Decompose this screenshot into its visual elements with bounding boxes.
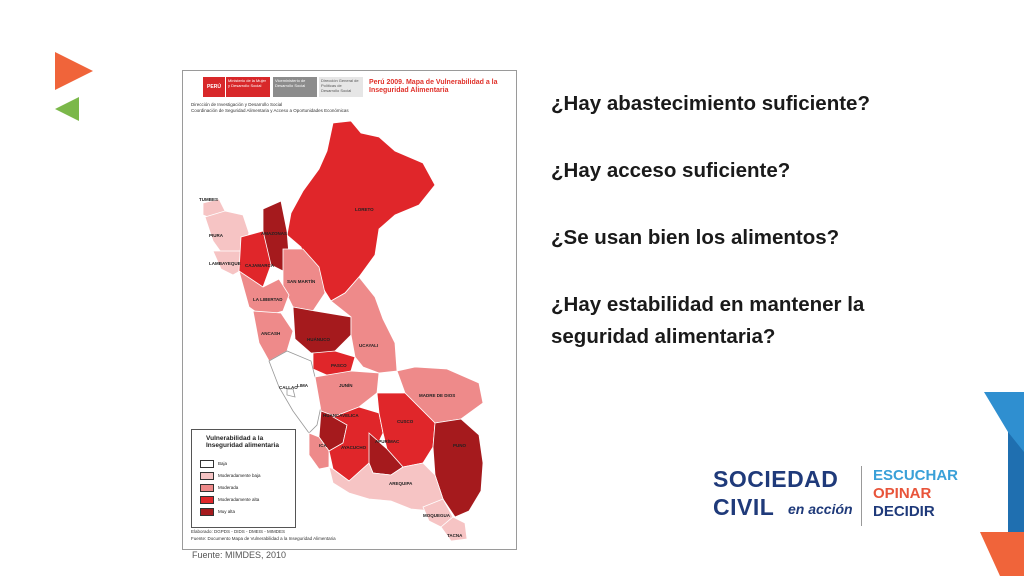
- legend-label: Moderadamente alta: [218, 497, 260, 502]
- blue-chevron-decoration-icon: [984, 392, 1024, 532]
- region-label-tumbes: TUMBES: [199, 197, 218, 202]
- source-caption: Fuente: MIMDES, 2010: [192, 550, 287, 560]
- map-source-line: Fuente: Documento Mapa de Vulnerabilidad a la Inseguridad Alimentaria: [191, 536, 336, 541]
- map-legend: [191, 429, 296, 528]
- vice-ministry-logo: Viceministerio de Desarrollo Social: [273, 77, 317, 97]
- orange-corner-decoration-icon: [980, 532, 1024, 576]
- legend-title: Vulnerabilidad a la Inseguridad alimentaria: [206, 435, 279, 449]
- region-label-ica: ICA: [319, 443, 327, 448]
- region-huanuco: [293, 307, 351, 353]
- map-subheader-line-2: Coordinación de Seguridad Alimentaria y Acceso a Oportunidades Económicas: [191, 107, 349, 113]
- legend-label: Baja: [218, 461, 228, 466]
- ministry-logo: Ministerio de la Mujer y Desarrollo Social: [226, 77, 270, 97]
- region-label-huancavelica: HUANCAVELICA: [323, 413, 359, 418]
- region-label-moquegua: MOQUEGUA: [423, 513, 450, 518]
- brand-civil: CIVIL: [713, 494, 775, 520]
- brand-sociedad: SOCIEDAD: [713, 466, 839, 492]
- directorate-logo: Dirección General de Políticas de Desarrollo Social: [319, 77, 363, 97]
- region-label-ayacucho: AYACUCHO: [341, 445, 367, 450]
- region-label-apurimac: APURÍMAC: [375, 439, 400, 444]
- legend-label: Moderada: [218, 485, 239, 490]
- region-label-loreto: LORETO: [355, 207, 374, 212]
- region-label-lima: LIMA: [297, 383, 308, 388]
- legend-swatch: [200, 496, 214, 504]
- question-estabilidad: ¿Hay estabilidad en mantener la seguridad alimentaria?: [551, 293, 865, 348]
- region-label-callao: CALLAO: [279, 385, 298, 390]
- map-subheader-line-1: Dirección de Investigación y Desarrollo Social: [191, 102, 283, 107]
- legend-swatch: [200, 484, 214, 492]
- region-label-piura: PIURA: [209, 233, 224, 238]
- region-label-madre-de-dios: MADRE DE DIOS: [419, 393, 456, 398]
- region-label-san-martin: SAN MARTÍN: [287, 279, 316, 284]
- region-label-ancash: ANCASH: [261, 331, 281, 336]
- region-label-la-libertad: LA LIBERTAD: [253, 297, 283, 302]
- region-label-amazonas: AMAZONAS: [261, 231, 287, 236]
- vulnerability-map-figure: [182, 70, 517, 550]
- legend-swatch: [200, 472, 214, 480]
- map-credit-line: Elaborado: DGPDS - DIDS - DMEIS - MIMDES: [191, 529, 286, 534]
- green-triangle-icon: [55, 97, 79, 121]
- region-label-puno: PUNO: [453, 443, 467, 448]
- region-label-cusco: CUSCO: [397, 419, 414, 424]
- region-label-ucayali: UCAYALI: [359, 343, 379, 348]
- brand-divider: [861, 466, 862, 526]
- region-label-lambayeque: LAMBAYEQUE: [209, 261, 241, 266]
- legend-label: Muy alta: [218, 509, 236, 514]
- legend-swatch: [200, 508, 214, 516]
- region-label-cajamarca: CAJAMARCA: [245, 263, 274, 268]
- brand-en-accion: en acción: [788, 501, 853, 517]
- map-subheader: [191, 102, 349, 113]
- region-label-pasco: PASCO: [331, 363, 347, 368]
- region-label-arequipa: AREQUIPA: [389, 481, 413, 486]
- brand-opinar: OPINAR: [873, 485, 932, 502]
- question-abastecimiento: ¿Hay abastecimiento suficiente?: [551, 92, 870, 115]
- peru-logo: PERÚ: [203, 77, 225, 97]
- map-header: [183, 71, 516, 101]
- map-title: Perú 2009. Mapa de Vulnerabilidad a la Inseguridad Alimentaria: [369, 79, 498, 94]
- brand-decidir: DECIDIR: [873, 503, 935, 520]
- brand-escuchar: ESCUCHAR: [873, 467, 959, 484]
- question-list: [551, 88, 911, 388]
- question-uso: ¿Se usan bien los alimentos?: [551, 226, 840, 249]
- legend-label: Moderadamente baja: [218, 473, 261, 478]
- legend-swatch: [200, 460, 214, 468]
- region-label-junin: JUNÍN: [339, 383, 353, 388]
- orange-triangle-icon: [55, 52, 93, 90]
- region-label-huanuco: HUÁNUCO: [307, 337, 330, 342]
- question-acceso: ¿Hay acceso suficiente?: [551, 159, 791, 182]
- region-label-tacna: TACNA: [447, 533, 463, 538]
